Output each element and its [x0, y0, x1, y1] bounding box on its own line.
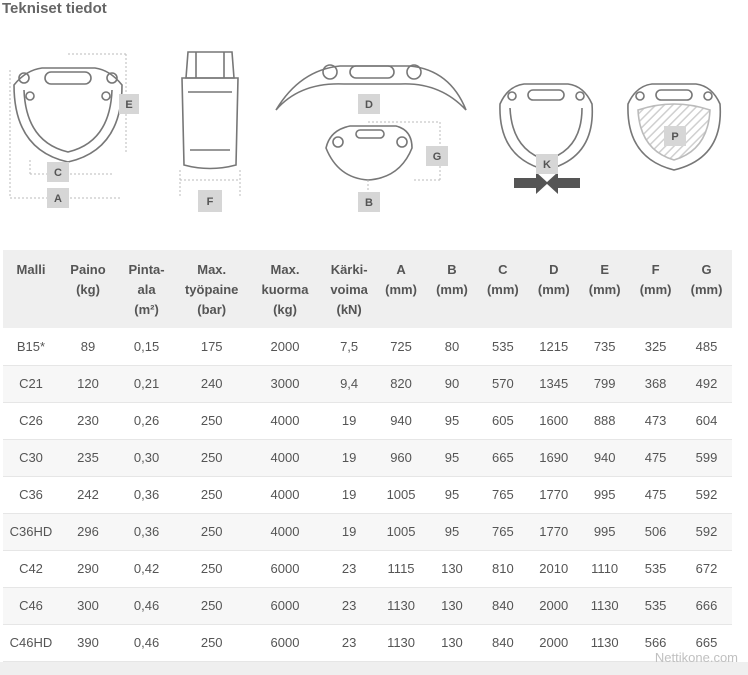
column-header [630, 250, 681, 328]
column-header [681, 250, 732, 328]
footnote-row [0, 662, 748, 675]
column-header-line: (mm) [588, 282, 621, 297]
table-cell: 6000 [247, 624, 322, 661]
table-cell: 130 [427, 550, 478, 587]
column-header-line: (kg) [76, 282, 100, 297]
label-g: G [432, 151, 442, 163]
page-title: Tekniset tiedot [2, 0, 107, 17]
table-cell: 175 [176, 328, 247, 365]
label-a: A [54, 193, 62, 205]
column-header-line: Kärki- [330, 262, 368, 277]
table-cell: 485 [681, 328, 732, 365]
model-cell: C46 [3, 587, 59, 624]
table-cell: 235 [59, 439, 117, 476]
table-cell: 566 [630, 624, 681, 661]
table-row [3, 550, 732, 587]
column-header [427, 250, 478, 328]
label-f: F [206, 196, 214, 208]
table-cell: 250 [176, 624, 247, 661]
table-cell: 23 [323, 587, 376, 624]
table-cell: 240 [176, 365, 247, 402]
label-k: K [543, 159, 551, 171]
table-cell: 19 [323, 439, 376, 476]
table-cell: 672 [681, 550, 732, 587]
table-cell: 1600 [528, 402, 579, 439]
model-cell: C30 [3, 439, 59, 476]
table-row [3, 439, 732, 476]
table-cell: 995 [579, 513, 630, 550]
column-header [579, 250, 630, 328]
column-header [59, 250, 117, 328]
table-cell: 1770 [528, 476, 579, 513]
table-cell: 725 [376, 328, 427, 365]
table-cell: 599 [681, 439, 732, 476]
dimension-diagrams [0, 30, 748, 240]
grapple-closed-diagram [326, 126, 412, 180]
table-cell: 250 [176, 550, 247, 587]
table-cell: 475 [630, 439, 681, 476]
table-row [3, 402, 732, 439]
column-header-line: C [498, 262, 508, 277]
table-cell: 95 [427, 513, 478, 550]
table-cell: 95 [427, 402, 478, 439]
table-cell: 23 [323, 550, 376, 587]
label-p: P [671, 131, 679, 143]
table-cell: 1005 [376, 476, 427, 513]
grapple-side-diagram [182, 52, 238, 169]
table-cell: 940 [579, 439, 630, 476]
table-cell: 1770 [528, 513, 579, 550]
table-cell: 80 [427, 328, 478, 365]
column-header-line: A [396, 262, 406, 277]
table-cell: 1130 [579, 624, 630, 661]
table-cell: 1115 [376, 550, 427, 587]
table-cell: 6000 [247, 587, 322, 624]
table-row [3, 624, 732, 661]
grapple-front-diagram [14, 68, 122, 162]
table-cell: 605 [477, 402, 528, 439]
table-cell: 840 [477, 624, 528, 661]
column-header-line: voima [330, 282, 368, 297]
table-cell: 735 [579, 328, 630, 365]
table-row [3, 476, 732, 513]
model-cell: C21 [3, 365, 59, 402]
table-cell: 570 [477, 365, 528, 402]
table-cell: 390 [59, 624, 117, 661]
column-header-line: työpaine [184, 282, 239, 297]
table-cell: 90 [427, 365, 478, 402]
table-cell: 0,21 [117, 365, 176, 402]
column-header-line: (mm) [486, 282, 519, 297]
column-header-line: (m²) [134, 302, 159, 317]
column-header [3, 250, 59, 328]
table-cell: 4000 [247, 402, 322, 439]
table-cell: 250 [176, 439, 247, 476]
column-header-line: (mm) [385, 282, 417, 297]
label-b: B [365, 197, 373, 209]
column-header-line: Paino [70, 262, 106, 277]
table-cell: 810 [477, 550, 528, 587]
column-header [323, 250, 376, 328]
column-header-line: F [651, 262, 660, 277]
table-cell: 888 [579, 402, 630, 439]
table-cell: 4000 [247, 439, 322, 476]
column-header [117, 250, 176, 328]
table-cell: 23 [323, 624, 376, 661]
table-cell: 1345 [528, 365, 579, 402]
table-cell: 1110 [579, 550, 630, 587]
label-c: C [54, 167, 62, 179]
table-cell: 2000 [247, 328, 322, 365]
table-cell: 604 [681, 402, 732, 439]
table-cell: 89 [59, 328, 117, 365]
model-cell: C36 [3, 476, 59, 513]
table-cell: 2000 [528, 624, 579, 661]
table-cell: 19 [323, 402, 376, 439]
table-cell: 0,46 [117, 624, 176, 661]
specs-table [3, 250, 732, 662]
table-cell: 242 [59, 476, 117, 513]
table-cell: 0,42 [117, 550, 176, 587]
table-cell: 0,30 [117, 439, 176, 476]
table-cell: 960 [376, 439, 427, 476]
table-cell: 250 [176, 587, 247, 624]
table-cell: 1130 [376, 587, 427, 624]
column-header-line: G [701, 262, 712, 277]
table-cell: 535 [630, 587, 681, 624]
table-row [3, 513, 732, 550]
column-header [477, 250, 528, 328]
table-cell: 250 [176, 513, 247, 550]
table-cell: 592 [681, 476, 732, 513]
column-header-line: ala [137, 282, 156, 297]
column-header-line: Max. [270, 262, 300, 277]
table-row [3, 328, 732, 365]
table-cell: 296 [59, 513, 117, 550]
table-row [3, 587, 732, 624]
table-cell: 130 [427, 587, 478, 624]
table-cell: 666 [681, 587, 732, 624]
column-header-line: E [600, 262, 609, 277]
table-cell: 475 [630, 476, 681, 513]
table-cell: 3000 [247, 365, 322, 402]
table-cell: 300 [59, 587, 117, 624]
table-cell: 4000 [247, 476, 322, 513]
column-header [528, 250, 579, 328]
table-cell: 0,15 [117, 328, 176, 365]
table-cell: 995 [579, 476, 630, 513]
column-header-line: (mm) [537, 282, 570, 297]
table-cell: 535 [630, 550, 681, 587]
table-cell: 0,36 [117, 476, 176, 513]
table-cell: 7,5 [323, 328, 376, 365]
column-header [176, 250, 247, 328]
table-cell: 0,46 [117, 587, 176, 624]
table-cell: 325 [630, 328, 681, 365]
table-cell: 250 [176, 402, 247, 439]
table-cell: 665 [477, 439, 528, 476]
model-cell: C36HD [3, 513, 59, 550]
table-cell: 820 [376, 365, 427, 402]
column-header-line: Malli [16, 262, 46, 277]
table-cell: 799 [579, 365, 630, 402]
column-header-line: kuorma [261, 282, 309, 297]
column-header-line: (bar) [197, 302, 227, 317]
table-cell: 592 [681, 513, 732, 550]
column-header-line: (kg) [273, 302, 297, 317]
column-header-line: (mm) [639, 282, 672, 297]
table-cell: 840 [477, 587, 528, 624]
table-cell: 473 [630, 402, 681, 439]
table-cell: 535 [477, 328, 528, 365]
table-cell: 230 [59, 402, 117, 439]
table-row [3, 365, 732, 402]
table-cell: 492 [681, 365, 732, 402]
table-cell: 1005 [376, 513, 427, 550]
table-cell: 0,26 [117, 402, 176, 439]
table-cell: 1690 [528, 439, 579, 476]
watermark: Nettikone.com [654, 650, 738, 665]
model-cell: C46HD [3, 624, 59, 661]
label-d: D [365, 99, 373, 111]
table-cell: 506 [630, 513, 681, 550]
column-header [247, 250, 322, 328]
label-e: E [125, 99, 133, 111]
table-cell: 4000 [247, 513, 322, 550]
table-cell: 665 [681, 624, 732, 661]
table-cell: 95 [427, 476, 478, 513]
table-cell: 130 [427, 624, 478, 661]
table-cell: 940 [376, 402, 427, 439]
table-cell: 120 [59, 365, 117, 402]
table-cell: 1130 [579, 587, 630, 624]
table-cell: 9,4 [323, 365, 376, 402]
column-header-line: Max. [197, 262, 227, 277]
model-cell: B15* [3, 328, 59, 365]
column-header-line: B [447, 262, 457, 277]
table-cell: 2000 [528, 587, 579, 624]
column-header-line: Pinta- [128, 262, 165, 277]
table-cell: 19 [323, 513, 376, 550]
model-cell: C26 [3, 402, 59, 439]
column-header-line: (mm) [690, 282, 723, 297]
column-header-line: D [549, 262, 559, 277]
column-header-line: (kN) [336, 302, 362, 317]
table-cell: 765 [477, 476, 528, 513]
table-cell: 2010 [528, 550, 579, 587]
table-cell: 250 [176, 476, 247, 513]
table-cell: 95 [427, 439, 478, 476]
column-header [376, 250, 427, 328]
table-cell: 368 [630, 365, 681, 402]
table-cell: 765 [477, 513, 528, 550]
table-cell: 1215 [528, 328, 579, 365]
table-cell: 1130 [376, 624, 427, 661]
column-header-line: (mm) [436, 282, 468, 297]
table-cell: 290 [59, 550, 117, 587]
table-cell: 0,36 [117, 513, 176, 550]
table-cell: 19 [323, 476, 376, 513]
table-cell: 6000 [247, 550, 322, 587]
model-cell: C42 [3, 550, 59, 587]
table-header-row [3, 250, 732, 328]
